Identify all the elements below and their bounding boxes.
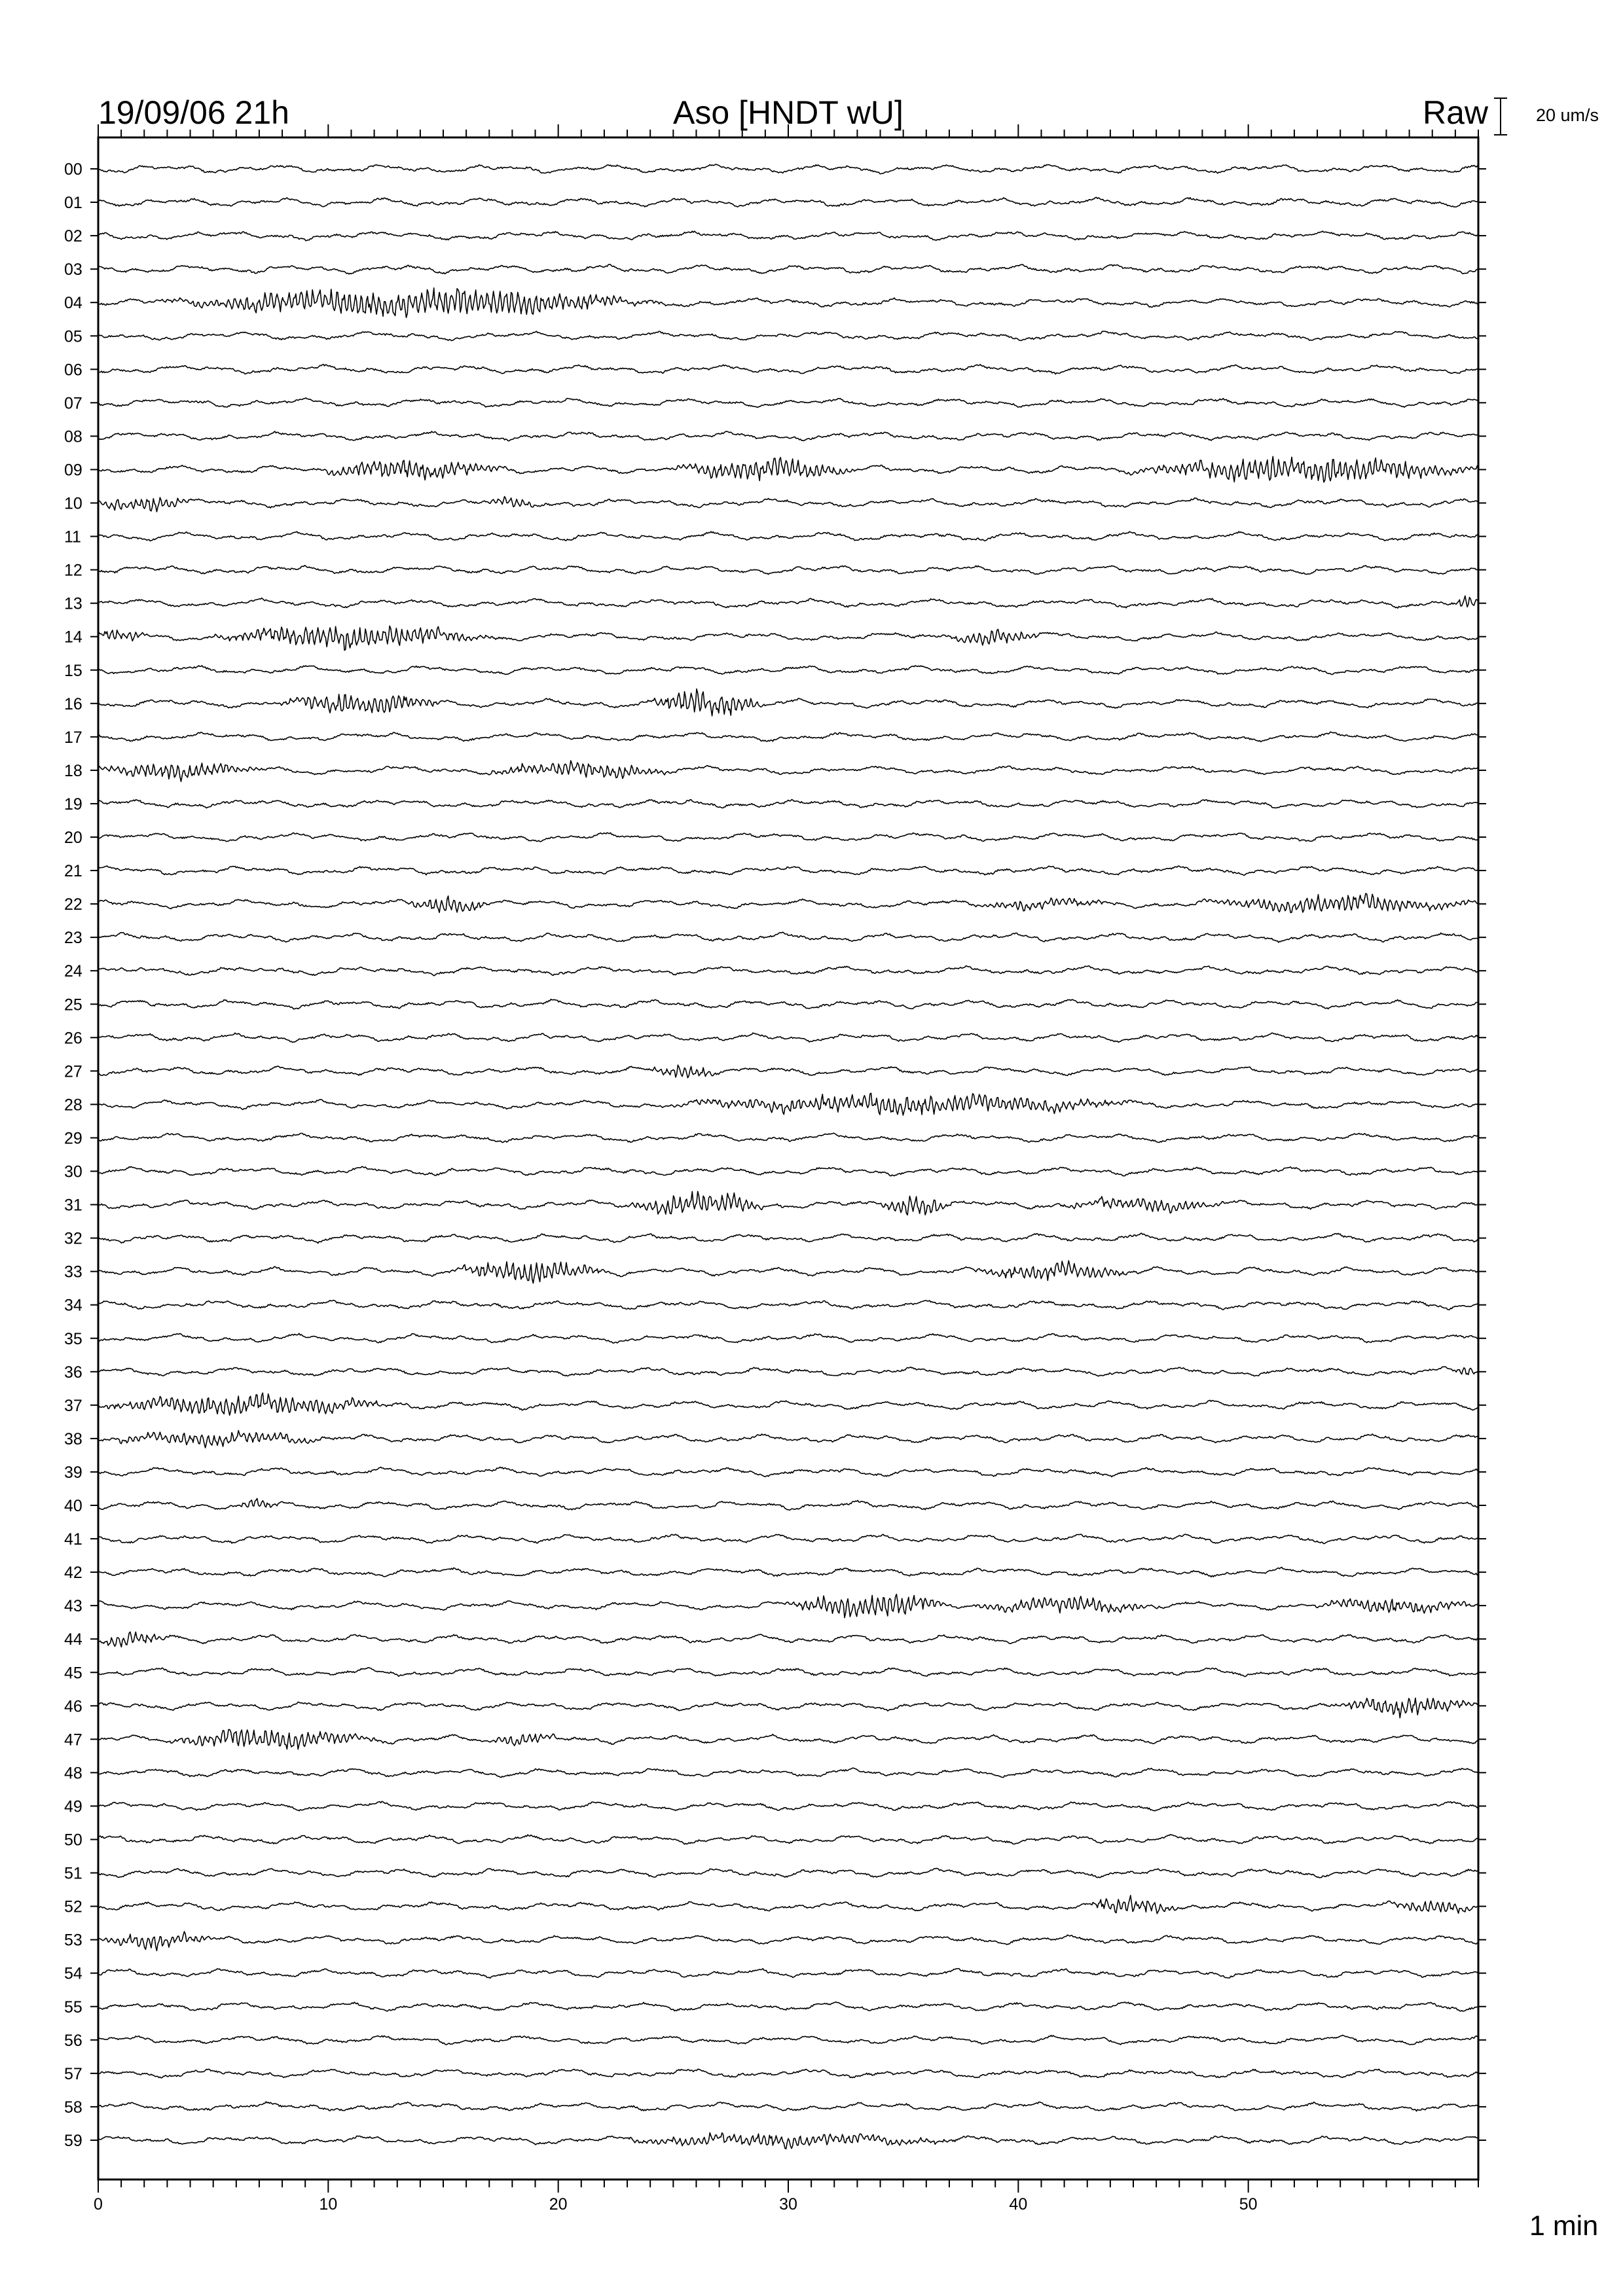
row-label: 03 — [64, 260, 82, 279]
row-label: 14 — [64, 628, 82, 647]
row-labels — [64, 160, 82, 2150]
row-label: 57 — [64, 2064, 82, 2083]
trace-line-37 — [98, 1393, 1478, 1415]
row-label: 11 — [64, 528, 81, 547]
row-label: 58 — [64, 2098, 82, 2117]
trace-line-12 — [98, 565, 1478, 575]
x-tick-label: 10 — [319, 2195, 338, 2214]
row-label: 07 — [64, 394, 82, 413]
trace-line-10 — [98, 497, 1478, 512]
trace-line-22 — [98, 893, 1478, 912]
trace-line-53 — [98, 1931, 1478, 1950]
trace-line-51 — [98, 1869, 1478, 1878]
trace-line-15 — [98, 666, 1478, 675]
trace-line-56 — [98, 2035, 1478, 2045]
trace-line-52 — [98, 1895, 1478, 1914]
row-label: 06 — [64, 361, 82, 380]
row-label: 41 — [64, 1530, 82, 1549]
row-label: 25 — [64, 996, 82, 1014]
trace-line-29 — [98, 1133, 1478, 1142]
trace-line-33 — [98, 1261, 1478, 1283]
row-label: 49 — [64, 1797, 82, 1816]
trace-line-34 — [98, 1300, 1478, 1310]
row-label: 31 — [64, 1196, 82, 1215]
row-label: 56 — [64, 2031, 82, 2050]
row-label: 38 — [64, 1429, 82, 1448]
trace-line-49 — [98, 1801, 1478, 1811]
x-tick-labels — [94, 2195, 1258, 2214]
trace-line-30 — [98, 1166, 1478, 1176]
trace-line-40 — [98, 1499, 1478, 1511]
row-label: 12 — [64, 561, 82, 580]
trace-lines — [98, 164, 1478, 2149]
trace-line-07 — [98, 398, 1478, 408]
row-label: 52 — [64, 1897, 82, 1916]
trace-line-31 — [98, 1191, 1478, 1215]
row-label: 47 — [64, 1731, 82, 1749]
trace-line-01 — [98, 197, 1478, 207]
trace-line-46 — [98, 1698, 1478, 1717]
row-label: 32 — [64, 1229, 82, 1248]
trace-line-36 — [98, 1367, 1478, 1376]
trace-line-43 — [98, 1594, 1478, 1618]
row-label: 04 — [64, 294, 82, 313]
trace-line-23 — [98, 932, 1478, 942]
trace-line-02 — [98, 231, 1478, 241]
row-label: 34 — [64, 1296, 82, 1315]
row-label: 46 — [64, 1697, 82, 1716]
row-label: 18 — [64, 761, 82, 780]
row-label: 35 — [64, 1329, 82, 1348]
chart-title: Aso [HNDT wU] — [673, 94, 903, 131]
scale-bar — [1494, 98, 1507, 135]
trace-line-58 — [98, 2102, 1478, 2111]
row-label: 22 — [64, 895, 82, 914]
trace-line-17 — [98, 732, 1478, 742]
row-label: 21 — [64, 862, 82, 881]
trace-line-13 — [98, 596, 1478, 608]
row-label: 29 — [64, 1129, 82, 1148]
trace-line-08 — [98, 431, 1478, 441]
trace-line-04 — [98, 288, 1478, 317]
trace-line-26 — [98, 1033, 1478, 1043]
row-label: 27 — [64, 1062, 82, 1081]
trace-line-39 — [98, 1467, 1478, 1477]
row-label: 10 — [64, 494, 82, 513]
trace-line-03 — [98, 264, 1478, 274]
row-label: 17 — [64, 728, 82, 747]
row-label: 00 — [64, 160, 82, 179]
trace-line-19 — [98, 800, 1478, 808]
row-label: 13 — [64, 594, 82, 613]
trace-line-11 — [98, 531, 1478, 541]
trace-line-42 — [98, 1568, 1478, 1577]
row-label: 15 — [64, 661, 82, 680]
row-label: 53 — [64, 1931, 82, 1950]
x-tick-label: 50 — [1239, 2195, 1258, 2214]
trace-line-05 — [98, 331, 1478, 341]
trace-line-21 — [98, 866, 1478, 875]
trace-line-25 — [98, 999, 1478, 1009]
row-label: 50 — [64, 1831, 82, 1850]
mode-label: Raw — [1423, 94, 1489, 131]
trace-line-14 — [98, 626, 1478, 650]
trace-line-38 — [98, 1431, 1478, 1448]
trace-line-41 — [98, 1534, 1478, 1544]
row-label: 28 — [64, 1096, 82, 1115]
row-label: 43 — [64, 1597, 82, 1616]
row-label: 26 — [64, 1029, 82, 1048]
row-label: 48 — [64, 1764, 82, 1783]
x-tick-label: 20 — [549, 2195, 568, 2214]
x-tick-label: 30 — [779, 2195, 797, 2214]
trace-line-50 — [98, 1835, 1478, 1844]
trace-line-45 — [98, 1668, 1478, 1677]
trace-line-32 — [98, 1233, 1478, 1243]
row-label: 37 — [64, 1396, 82, 1415]
trace-line-16 — [98, 689, 1478, 716]
row-label: 05 — [64, 327, 82, 346]
trace-line-55 — [98, 2002, 1478, 2011]
row-label: 54 — [64, 1964, 82, 1983]
scale-bar-label: 20 um/s — [1536, 105, 1599, 125]
row-label: 59 — [64, 2131, 82, 2150]
trace-line-54 — [98, 1969, 1478, 1979]
row-label: 02 — [64, 227, 82, 246]
row-label: 16 — [64, 694, 82, 713]
row-label: 55 — [64, 1998, 82, 2017]
row-label: 36 — [64, 1363, 82, 1382]
trace-line-06 — [98, 365, 1478, 374]
row-label: 24 — [64, 962, 82, 981]
row-label: 44 — [64, 1630, 82, 1649]
row-label: 45 — [64, 1664, 82, 1683]
row-label: 08 — [64, 427, 82, 446]
trace-line-09 — [98, 456, 1478, 482]
row-label: 33 — [64, 1263, 82, 1282]
row-label: 23 — [64, 929, 82, 948]
trace-line-59 — [98, 2133, 1478, 2149]
row-label: 09 — [64, 461, 82, 480]
trace-line-47 — [98, 1729, 1478, 1749]
trace-line-28 — [98, 1093, 1478, 1115]
x-tick-label: 0 — [94, 2195, 103, 2214]
trace-line-18 — [98, 761, 1478, 781]
trace-line-48 — [98, 1768, 1478, 1778]
trace-line-27 — [98, 1065, 1478, 1078]
trace-line-20 — [98, 833, 1478, 842]
trace-line-00 — [98, 164, 1478, 173]
row-label: 42 — [64, 1564, 82, 1583]
trace-line-44 — [98, 1632, 1478, 1647]
x-tick-label: 40 — [1009, 2195, 1028, 2214]
trace-line-35 — [98, 1333, 1478, 1343]
row-label: 01 — [64, 194, 82, 213]
row-label: 30 — [64, 1162, 82, 1181]
trace-line-57 — [98, 2069, 1478, 2078]
date-label: 19/09/06 21h — [98, 94, 289, 131]
row-label: 40 — [64, 1497, 82, 1515]
row-label: 51 — [64, 1864, 82, 1883]
row-label: 39 — [64, 1463, 82, 1482]
trace-line-24 — [98, 966, 1478, 976]
row-label: 19 — [64, 795, 82, 814]
row-label: 20 — [64, 829, 82, 847]
x-unit-label: 1 min — [1529, 2210, 1599, 2242]
